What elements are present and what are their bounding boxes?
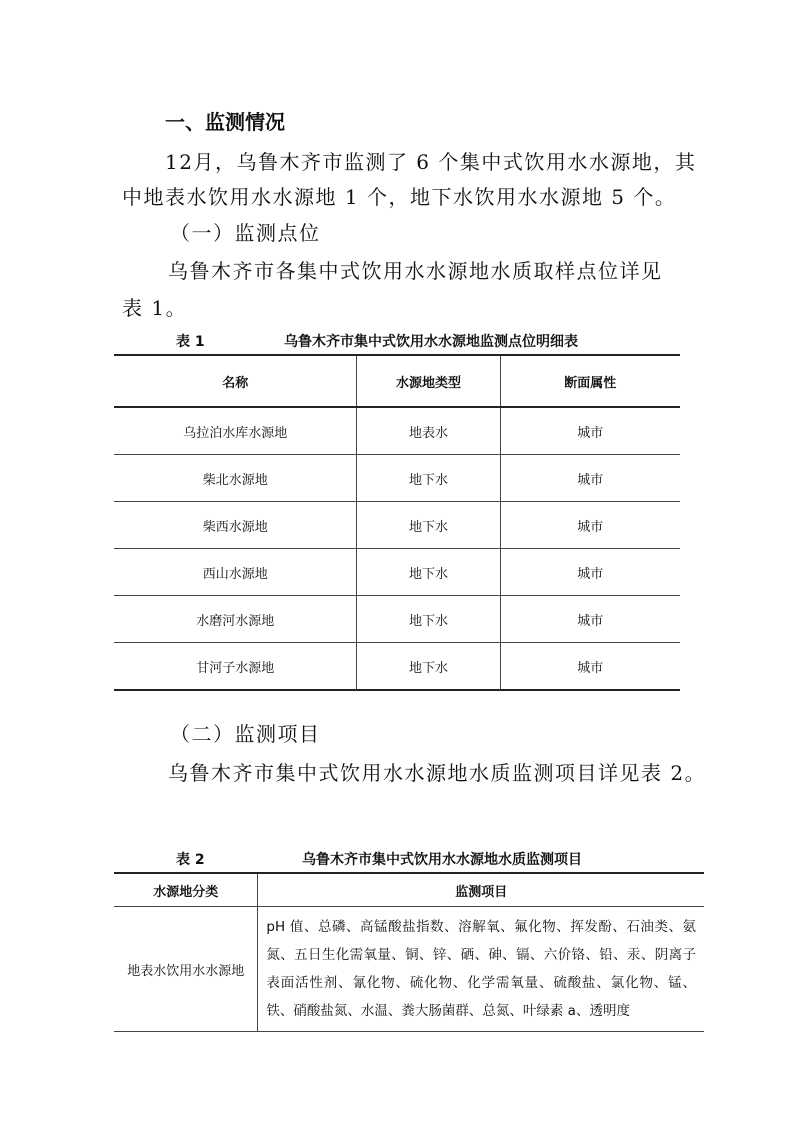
subsection-heading-1: （一）监测点位 bbox=[170, 221, 321, 245]
table-row bbox=[114, 907, 704, 1032]
intro-line-2: 中地表水饮用水水源地 1 个，地下水饮用水水源地 5 个。 bbox=[122, 185, 677, 209]
table-row bbox=[114, 549, 680, 596]
column-header-section-attribute: 断面属性 bbox=[500, 355, 680, 407]
cell-section-attribute: 城市 bbox=[500, 596, 680, 643]
cell-section-attribute: 城市 bbox=[500, 502, 680, 549]
cell-source-type: 地下水 bbox=[357, 455, 500, 502]
section-heading: 一、监测情况 bbox=[165, 110, 285, 134]
sub1-line-2: 表 1。 bbox=[122, 296, 188, 320]
cell-source-type: 地下水 bbox=[357, 596, 500, 643]
cell-name: 乌拉泊水库水源地 bbox=[114, 407, 357, 455]
cell-name: 西山水源地 bbox=[114, 549, 357, 596]
table-row bbox=[114, 502, 680, 549]
cell-section-attribute: 城市 bbox=[500, 407, 680, 455]
cell-source-type: 地表水 bbox=[357, 407, 500, 455]
cell-name: 水磨河水源地 bbox=[114, 596, 357, 643]
cell-source-type: 地下水 bbox=[357, 643, 500, 691]
monitoring-items-table bbox=[114, 872, 704, 1032]
table2-label: 表 2 bbox=[176, 852, 205, 868]
sub1-line-1: 乌鲁木齐市各集中式饮用水水源地水质取样点位详见 bbox=[168, 259, 663, 283]
cell-name: 甘河子水源地 bbox=[114, 643, 357, 691]
sub2-line-1: 乌鲁木齐市集中式饮用水水源地水质监测项目详见表 2。 bbox=[168, 761, 707, 785]
table-row bbox=[114, 455, 680, 502]
table-row bbox=[114, 596, 680, 643]
table1-title: 乌鲁木齐市集中式饮用水水源地监测点位明细表 bbox=[284, 334, 578, 350]
column-header-source-type: 水源地类型 bbox=[357, 355, 500, 407]
table1-label: 表 1 bbox=[176, 334, 205, 350]
cell-source-category: 地表水饮用水水源地 bbox=[114, 907, 258, 1032]
column-header-monitoring-items: 监测项目 bbox=[258, 873, 704, 907]
column-header-source-category: 水源地分类 bbox=[114, 873, 258, 907]
table-row bbox=[114, 407, 680, 455]
cell-section-attribute: 城市 bbox=[500, 643, 680, 691]
table-header-row bbox=[114, 873, 704, 907]
cell-source-type: 地下水 bbox=[357, 502, 500, 549]
table-row bbox=[114, 643, 680, 691]
table-header-row bbox=[114, 355, 680, 407]
cell-source-type: 地下水 bbox=[357, 549, 500, 596]
cell-name: 柴北水源地 bbox=[114, 455, 357, 502]
cell-name: 柴西水源地 bbox=[114, 502, 357, 549]
monitoring-points-table bbox=[114, 354, 680, 691]
column-header-name: 名称 bbox=[114, 355, 357, 407]
cell-monitoring-items: pH 值、总磷、高锰酸盐指数、溶解氧、氟化物、挥发酚、石油类、氨氮、五日生化需氧量、铜、锌、硒、砷、镉、六价铬、铅、汞、阴离子表面活性剂、氰化物、硫化物、化学需氧量、硫酸盐、氯化物、锰、铁、硝酸盐氮、水温、粪大肠菌群、总氮、叶绿素 a、透明度 bbox=[258, 907, 704, 1032]
table2-title: 乌鲁木齐市集中式饮用水水源地水质监测项目 bbox=[302, 852, 582, 868]
intro-line-1: 12月，乌鲁木齐市监测了 6 个集中式饮用水水源地，其 bbox=[165, 150, 697, 174]
cell-section-attribute: 城市 bbox=[500, 455, 680, 502]
cell-section-attribute: 城市 bbox=[500, 549, 680, 596]
subsection-heading-2: （二）监测项目 bbox=[170, 722, 321, 746]
